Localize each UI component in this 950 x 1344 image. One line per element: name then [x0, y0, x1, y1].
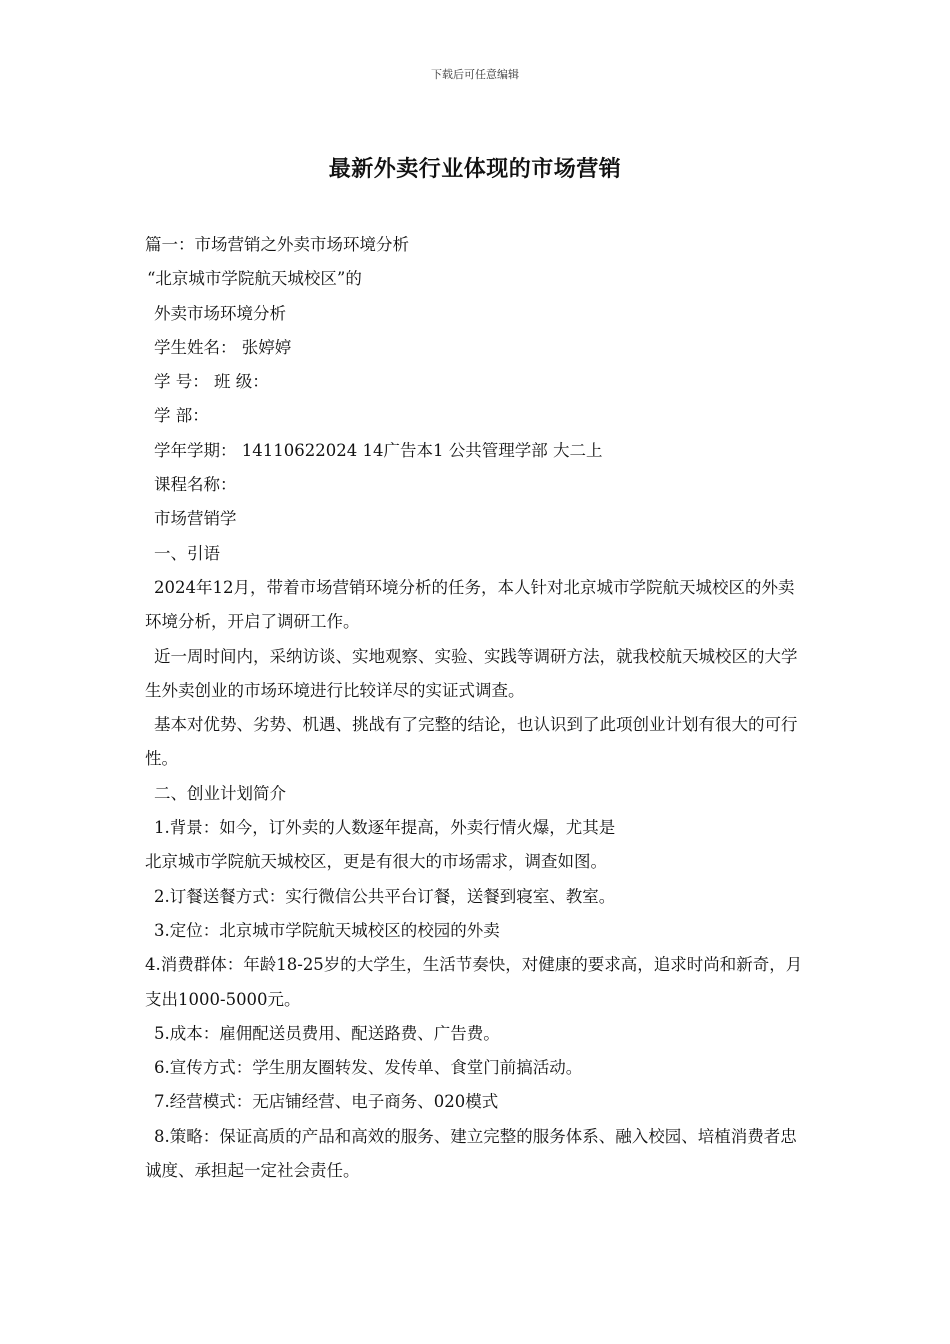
plan-item-2: 2.订餐送餐方式：实行微信公共平台订餐，送餐到寝室、教室。	[154, 886, 616, 906]
plan-item-6: 6.宣传方式：学生朋友圈转发、发传单、食堂门前搞活动。	[154, 1058, 583, 1078]
academic-term: 学年学期： 14110622024 14广告本1 公共管理学部 大二上	[154, 440, 603, 460]
student-id-class: 学 号： 班 级：	[154, 372, 269, 392]
plan-item-5: 5.成本：雇佣配送员费用、配送路费、广告费。	[154, 1023, 500, 1043]
plan-item-3: 3.定位：北京城市学院航天城校区的校园的外卖	[154, 920, 500, 940]
plan-item-8: 8.策略：保证高质的产品和高效的服务、建立完整的服务体系、融入校园、培植消费者忠诚度、承担起一定社会责任。	[145, 1126, 797, 1181]
header-note: 下载后可任意编辑	[431, 68, 519, 81]
plan-item-7: 7.经营模式：无店铺经营、电子商务、020模式	[154, 1092, 499, 1112]
intro-paragraph-3: 基本对优势、劣势、机遇、挑战有了完整的结论，也认识到了此项创业计划有很大的可行性。	[145, 715, 798, 769]
section1-heading: 一、引语	[154, 543, 220, 563]
intro-paragraph-2: 近一周时间内，采纳访谈、实地观察、实验、实践等调研方法，就我校航天城校区的大学生外卖创业的市场环境进行比较详尽的实证式调查。	[145, 646, 798, 700]
student-name: 学生姓名： 张婷婷	[154, 337, 292, 357]
plan-item-4: 4.消费群体：年龄18-25岁的大学生，生活节奏快，对健康的要求高，追求时尚和新奇，月支出1000-5000元。	[145, 955, 803, 1009]
document-body	[145, 228, 810, 1188]
plan-item-1-line-2: 北京城市学院航天城校区，更是有很大的市场需求，调查如图。	[145, 852, 607, 872]
plan-item-1-line-1: 1.背景：如今，订外卖的人数逐年提高，外卖行情火爆，尤其是	[154, 818, 616, 838]
intro-paragraph-1: 2024年12月，带着市场营销环境分析的任务，本人针对北京城市学院航天城校区的外卖环境分析，开启了调研工作。	[145, 577, 795, 632]
chapter-heading: 篇一：市场营销之外卖市场环境分析	[145, 235, 409, 254]
document-title: 最新外卖行业体现的市场营销	[328, 157, 622, 182]
report-subject: “北京城市学院航天城校区”的	[147, 269, 362, 289]
department: 学 部：	[154, 406, 209, 426]
section2-heading: 二、创业计划简介	[154, 783, 286, 803]
course-name: 市场营销学	[154, 509, 237, 529]
report-title: 外卖市场环境分析	[154, 303, 286, 323]
course-label: 课程名称：	[154, 475, 237, 495]
